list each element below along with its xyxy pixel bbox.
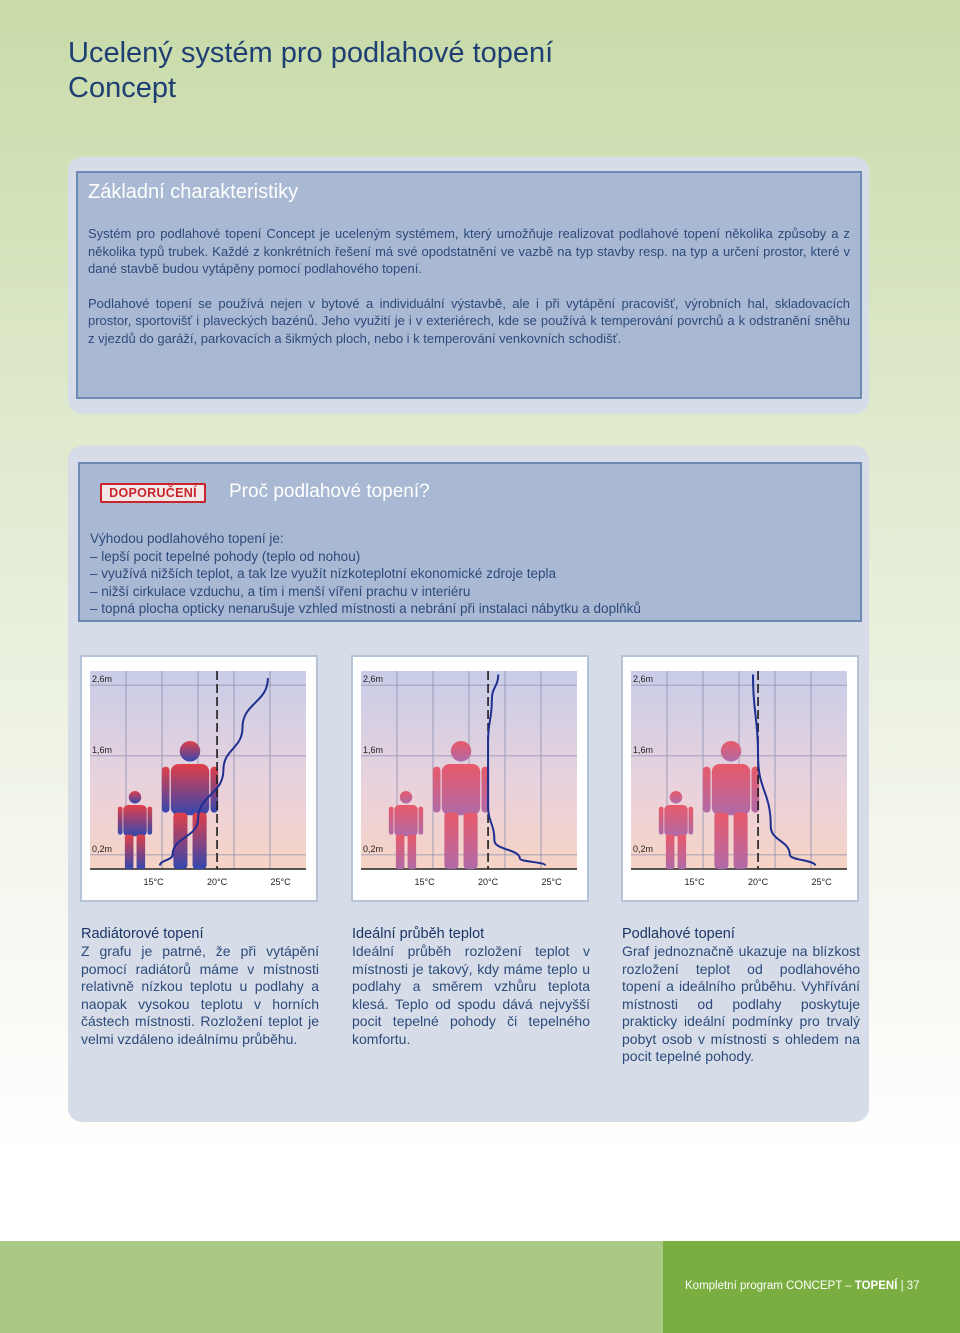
person-part xyxy=(688,807,693,835)
person-part xyxy=(137,835,146,869)
person-part xyxy=(171,764,209,815)
list-item: – lepší pocit tepelné pohody (teplo od nohou) xyxy=(90,548,361,564)
person-part xyxy=(659,807,664,835)
column-title: Radiátorové topení xyxy=(81,926,204,942)
section1-paragraph-1: Systém pro podlahové topení Concept je uceleným systémem, který umožňuje realizovat podlahové topení několika způsoby a z několika typů trubek. Každé z konkrétních řešení má své opodstatnění ve vazbě na typ stavby resp. na typ a určení prostor, které v dané stavbě budou vytápěny pomocí podlahového topení. xyxy=(88,226,850,276)
benefits-list xyxy=(90,530,850,618)
list-item: – topná plocha opticky nenarušuje vzhled místnosti a nebrání při instalaci nábytku a doplňků xyxy=(90,601,641,616)
recommendation-stamp: DOPORUČENÍ xyxy=(100,483,206,503)
recommendation-header xyxy=(90,464,850,520)
footer-text xyxy=(685,1279,920,1293)
y-tick-label: 0,2m xyxy=(92,843,113,854)
person-part xyxy=(444,813,458,869)
person-part xyxy=(670,791,682,803)
list-item: – využívá nižších teplot, a tak lze využít nízkoteplotní ekonomické zdroje tepla xyxy=(90,566,556,581)
person-part xyxy=(118,807,123,835)
person-part xyxy=(666,835,675,869)
column-title: Podlahové topení xyxy=(622,926,735,942)
x-tick-label: 15°C xyxy=(143,877,164,887)
person-part xyxy=(147,807,152,835)
y-tick-label: 1,6m xyxy=(363,744,384,755)
section2-box xyxy=(78,462,862,622)
person-part xyxy=(180,741,200,761)
person-part xyxy=(394,805,417,836)
column-text: Ideální průběh rozložení teplot v místnosti je takový, kdy máme teplo u podlahy a směrem vzhůru teplota klesá. Teplo od spodu dává nejvyšší pocit tepelné pohody či tepelného komfortu. xyxy=(352,943,590,1047)
x-tick-label: 25°C xyxy=(811,877,832,887)
x-tick-label: 25°C xyxy=(270,877,291,887)
y-tick-label: 0,2m xyxy=(363,843,384,854)
person-part xyxy=(123,805,146,836)
page-title-line2: Concept xyxy=(68,72,177,104)
person-part xyxy=(664,805,687,836)
chart-svg xyxy=(623,657,857,900)
x-tick-label: 20°C xyxy=(207,877,228,887)
person-part xyxy=(714,813,728,869)
person-part xyxy=(396,835,405,869)
person-part xyxy=(721,741,741,761)
x-tick-label: 20°C xyxy=(478,877,499,887)
footer-page-number: | 37 xyxy=(897,1280,920,1292)
footer-section: TOPENÍ xyxy=(854,1280,898,1292)
column-text: Graf jednoznačně ukazuje na blízkost rozložení teplot od podlahového topení a ideálního průběhu. Vyhřívání místnosti od podlahy poskytuje prakticky ideální podmínky pro trvalý pobyt osob v místnosti s ohledem na pocit tepelné pohody. xyxy=(622,943,860,1064)
footer-accent xyxy=(663,1241,960,1333)
chart-svg xyxy=(353,657,587,900)
person-part xyxy=(734,813,748,869)
column-floor xyxy=(622,925,860,1066)
person-part xyxy=(712,764,750,815)
person-part xyxy=(418,807,423,835)
person-part xyxy=(162,767,170,813)
footer-bar xyxy=(0,1241,663,1333)
y-tick-label: 0,2m xyxy=(633,843,654,854)
page-title xyxy=(68,36,868,106)
benefits-intro: Výhodou podlahového topení je: xyxy=(90,531,284,546)
person-part xyxy=(400,791,412,803)
person-part xyxy=(464,813,478,869)
person-part xyxy=(442,764,480,815)
person-part xyxy=(703,767,711,813)
column-radiator xyxy=(81,925,319,1048)
list-item: – nižší cirkulace vzduchu, a tím i menší víření prachu v interiéru xyxy=(90,583,471,599)
y-tick-label: 1,6m xyxy=(633,744,654,755)
page-title-line1: Ucelený systém pro podlahové topení xyxy=(68,37,554,69)
x-tick-label: 15°C xyxy=(414,877,435,887)
section1-paragraph-2: Podlahové topení se používá nejen v bytové a individuální výstavbě, ale i při vytápění pracovišť, výrobních hal, skladovacích prostor, sportovišť i plaveckých bazénů. Jeho využití je i v exteriérech, kde se používá k temperování povrchů a k odstranění sněhu z vjezdů do garáží, parkovacích a šikmých ploch, nebo i k temperování venkovních schodišť. xyxy=(88,295,850,346)
x-tick-label: 15°C xyxy=(684,877,705,887)
column-ideal xyxy=(352,925,590,1048)
chart-ideal-profile xyxy=(351,655,589,902)
chart-radiator-heating xyxy=(80,655,318,902)
person-part xyxy=(433,767,441,813)
person-part xyxy=(408,835,417,869)
y-tick-label: 2,6m xyxy=(363,674,384,685)
person-part xyxy=(451,741,471,761)
column-title: Ideální průběh teplot xyxy=(352,926,485,942)
x-tick-label: 20°C xyxy=(748,877,769,887)
person-part xyxy=(129,791,141,803)
y-tick-label: 2,6m xyxy=(92,674,113,685)
person-part xyxy=(125,835,134,869)
chart-floor-heating xyxy=(621,655,859,902)
x-tick-label: 25°C xyxy=(541,877,562,887)
person-part xyxy=(193,813,207,869)
column-text: Z grafu je patrné, že při vytápění pomocí radiátorů máme v místnosti relativně nízkou teplotu u podlahy a naopak vysokou teplotu v horních částech místnosti. Rozložení teplot je velmi vzdáleno ideálnímu průběhu. xyxy=(81,943,319,1047)
chart-svg xyxy=(82,657,316,900)
section1-heading: Základní charakteristiky xyxy=(88,181,299,203)
person-part xyxy=(678,835,687,869)
section2-heading: Proč podlahové topení? xyxy=(229,481,430,502)
section1-box xyxy=(76,171,862,399)
y-tick-label: 1,6m xyxy=(92,744,113,755)
footer-label: Kompletní program CONCEPT – xyxy=(685,1280,855,1292)
person-part xyxy=(389,807,394,835)
y-tick-label: 2,6m xyxy=(633,674,654,685)
